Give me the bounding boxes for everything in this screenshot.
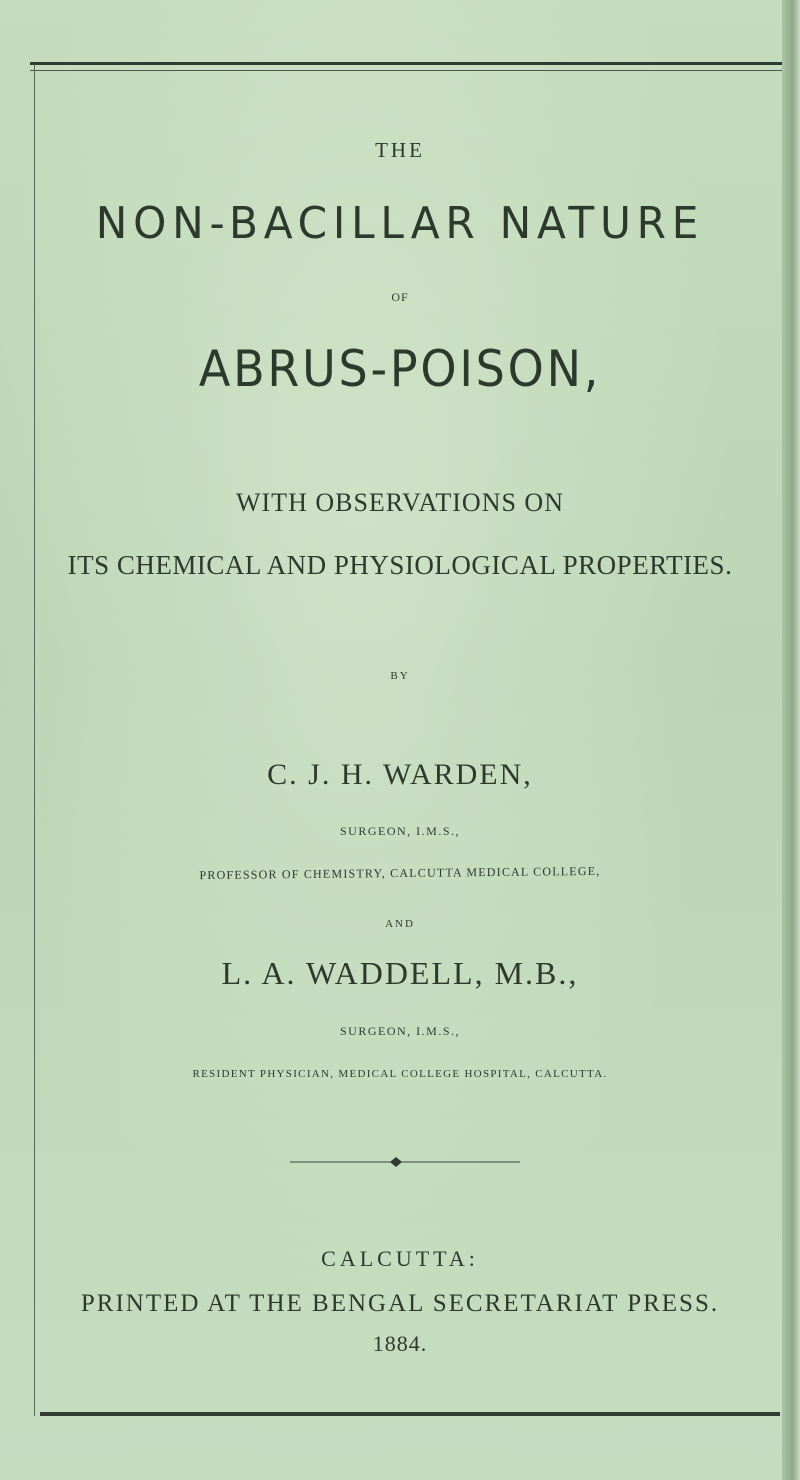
author-2-rank: SURGEON, I.M.S.,	[339, 1024, 460, 1038]
top-border-rule	[30, 62, 782, 65]
book-spine-edge	[782, 0, 800, 1480]
by-line: BY	[390, 670, 410, 682]
imprint-year: 1884.	[372, 1331, 428, 1356]
subtitle-line-2: ITS CHEMICAL AND PHYSIOLOGICAL PROPERTIES.	[67, 550, 733, 580]
author-2-name: L. A. WADDELL, M.B.,	[221, 955, 579, 991]
top-border-rule-thin	[30, 70, 782, 71]
and-line: AND	[385, 918, 415, 930]
author-1-position: PROFESSOR OF CHEMISTRY, CALCUTTA MEDICAL COLLEGE,	[199, 863, 601, 883]
author-1-rank: SURGEON, I.M.S.,	[339, 824, 460, 838]
subtitle-line-1: WITH OBSERVATIONS ON	[235, 488, 564, 517]
title-article: THE	[375, 138, 425, 162]
divider-ornament	[290, 1156, 520, 1168]
left-border-rule	[34, 64, 35, 1416]
title-line-2: ABRUS-POISON,	[198, 340, 602, 398]
author-1-name: C. J. H. WARDEN,	[267, 758, 533, 791]
title-line-1: NON-BACILLAR NATURE	[95, 198, 705, 249]
imprint-city: CALCUTTA:	[321, 1246, 479, 1271]
imprint-printer: PRINTED AT THE BENGAL SECRETARIAT PRESS.	[80, 1290, 720, 1317]
title-of: OF	[391, 290, 409, 304]
author-2-position: RESIDENT PHYSICIAN, MEDICAL COLLEGE HOSPITAL, CALCUTTA.	[192, 1068, 608, 1080]
bottom-border-rule	[40, 1412, 780, 1416]
